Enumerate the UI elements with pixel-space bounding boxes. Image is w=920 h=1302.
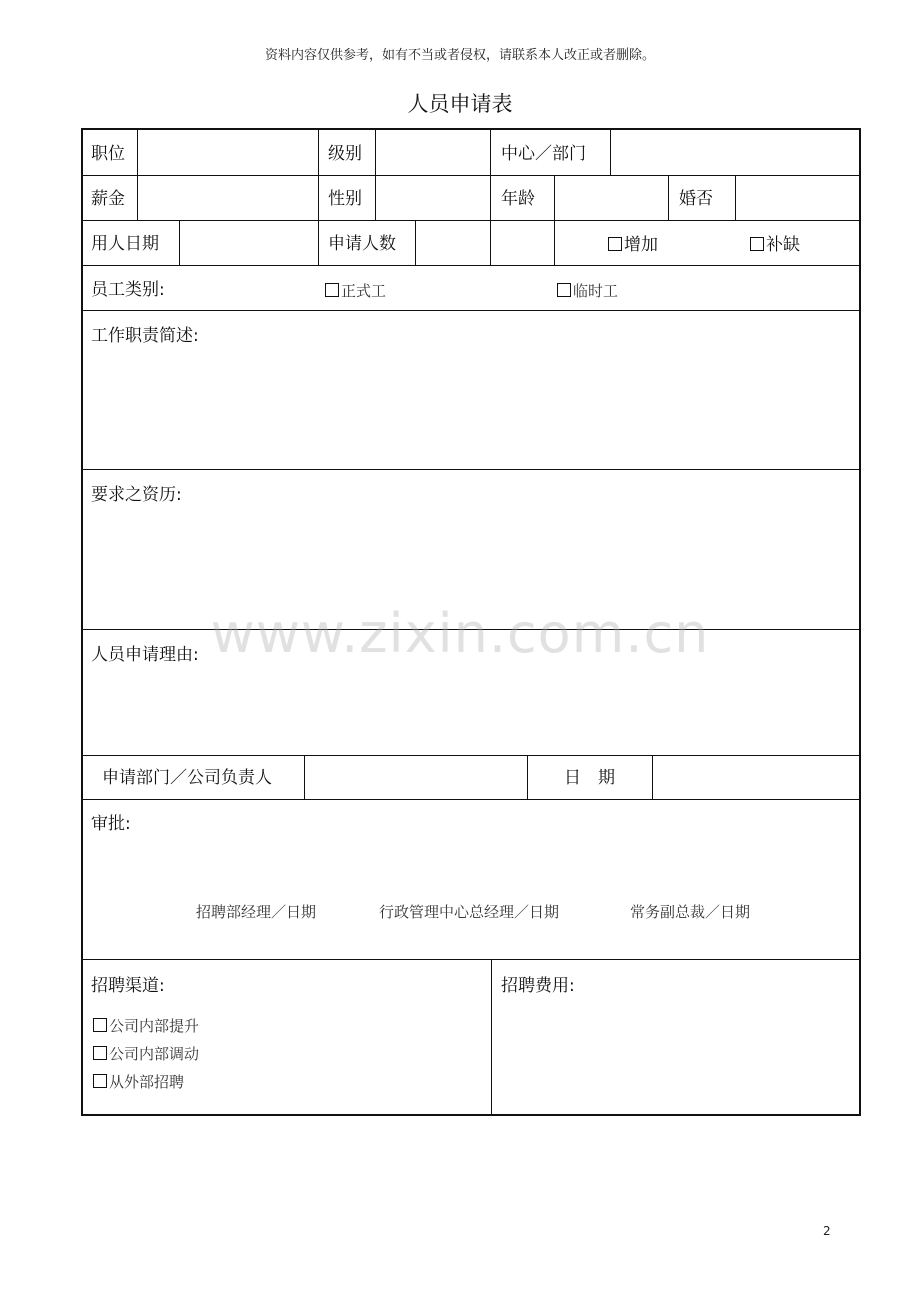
add-option[interactable] [608, 234, 658, 256]
regular-option[interactable] [325, 280, 386, 302]
channel-external-hiring[interactable] [93, 1071, 184, 1093]
marital-field[interactable] [736, 175, 859, 220]
gender-label: 性别 [328, 189, 362, 209]
job-duties-field[interactable] [83, 350, 859, 468]
disclaimer: 资料内容仅供参考，如有不当或者侵权，请联系本人改正或者删除。 [264, 48, 655, 63]
replace-option[interactable] [750, 234, 800, 256]
dept-head-label: 申请部门／公司负责人 [102, 768, 272, 788]
reason-field[interactable] [83, 670, 859, 754]
cost-field[interactable] [492, 1000, 859, 1116]
approver-executive-vp: 常务副总裁／日期 [630, 903, 751, 921]
dept-head-field[interactable] [305, 755, 527, 799]
page-number: 2 [823, 1224, 831, 1238]
promotion-checkbox[interactable] [93, 1018, 107, 1032]
age-label: 年龄 [501, 189, 535, 209]
qualifications-label: 要求之资历: [91, 485, 182, 505]
cost-label: 招聘费用: [501, 976, 575, 996]
approver-admin-gm: 行政管理中心总经理／日期 [379, 903, 560, 921]
external-checkbox[interactable] [93, 1074, 107, 1088]
reason-label: 人员申请理由: [91, 645, 199, 665]
hire-date-label: 用人日期 [91, 234, 159, 254]
channels-label: 招聘渠道: [91, 976, 165, 996]
headcount-field[interactable] [416, 220, 490, 265]
temporary-label: 临时工 [573, 282, 619, 300]
department-label: 中心／部门 [501, 144, 586, 164]
headcount-label: 申请人数 [328, 234, 396, 254]
level-label: 级别 [328, 144, 362, 164]
add-label: 增加 [624, 235, 658, 255]
temporary-option[interactable] [557, 280, 618, 302]
age-field[interactable] [555, 175, 668, 220]
job-duties-label: 工作职责简述: [91, 326, 199, 346]
transfer-checkbox[interactable] [93, 1046, 107, 1060]
transfer-label: 公司内部调动 [109, 1045, 200, 1063]
promotion-label: 公司内部提升 [109, 1017, 200, 1035]
replace-label: 补缺 [766, 235, 800, 255]
regular-label: 正式工 [341, 282, 387, 300]
signoff-date-field[interactable] [653, 755, 859, 799]
employee-type-label: 员工类别: [91, 280, 165, 300]
approval-label: 审批: [91, 814, 131, 834]
position-field[interactable] [138, 130, 318, 175]
marital-label: 婚否 [679, 189, 713, 209]
approver-recruitment-manager: 招聘部经理／日期 [196, 903, 317, 921]
page-title: 人员申请表 [407, 92, 513, 116]
replace-checkbox[interactable] [750, 237, 764, 251]
add-checkbox[interactable] [608, 237, 622, 251]
watermark: www.zixin.com.cn [210, 602, 710, 665]
regular-checkbox[interactable] [325, 283, 339, 297]
channel-internal-promotion[interactable] [93, 1015, 199, 1037]
salary-label: 薪金 [91, 189, 125, 209]
external-label: 从外部招聘 [109, 1073, 185, 1091]
gender-field[interactable] [376, 175, 490, 220]
channel-internal-transfer[interactable] [93, 1043, 199, 1065]
temporary-checkbox[interactable] [557, 283, 571, 297]
position-label: 职位 [91, 144, 125, 164]
department-field[interactable] [611, 130, 859, 175]
signoff-date-label: 日 期 [564, 768, 615, 788]
level-field[interactable] [376, 130, 490, 175]
salary-field[interactable] [138, 175, 318, 220]
hire-date-field[interactable] [180, 220, 318, 265]
